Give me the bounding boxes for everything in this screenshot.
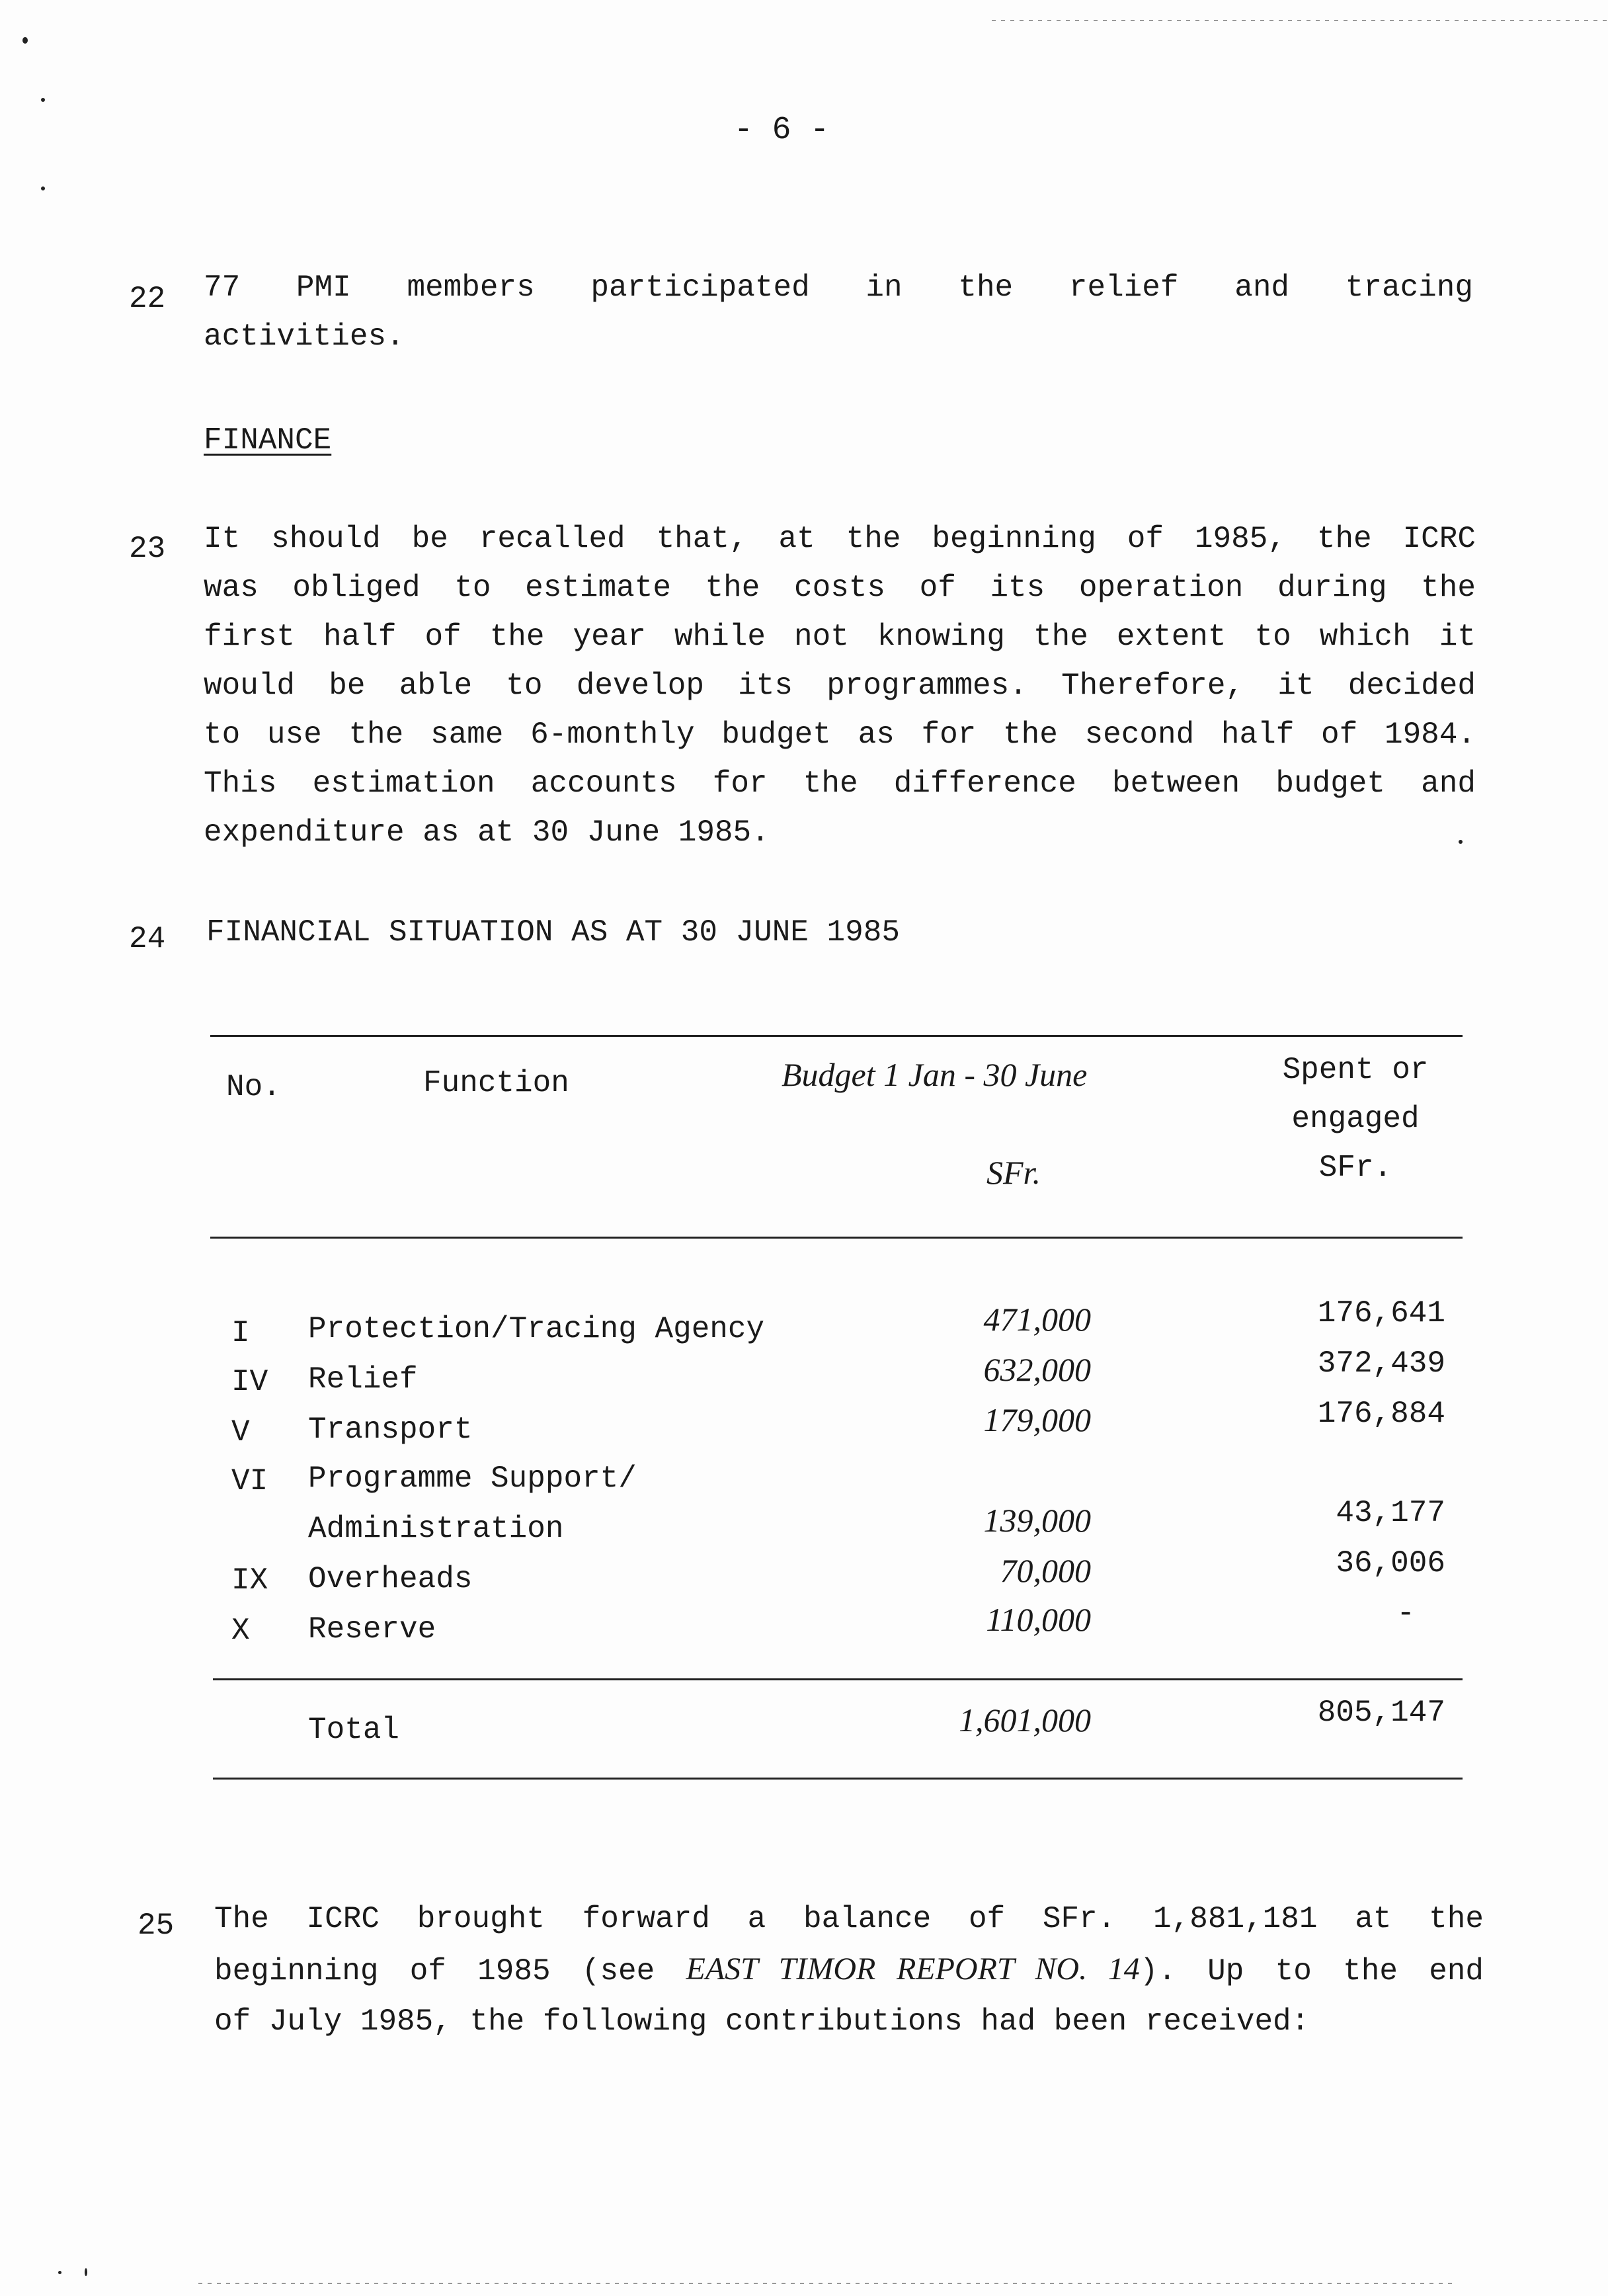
row-spent: 372,439 <box>1317 1346 1445 1381</box>
paragraph-23-line: This estimation accounts for the difference between budget and <box>204 766 1476 801</box>
row-spent: 43,177 <box>1336 1496 1445 1530</box>
report-reference: EAST TIMOR REPORT NO. 14 <box>686 1951 1140 1987</box>
header-function: Function <box>423 1066 569 1100</box>
row-no: IX <box>231 1563 268 1598</box>
header-budget: Budget 1 Jan - 30 June <box>782 1056 1088 1093</box>
row-budget: 179,000 <box>983 1401 1091 1438</box>
scan-edge-top <box>992 20 1607 21</box>
paragraph-23-line: It should be recalled that, at the beginning of 1985, the ICRC <box>204 522 1476 556</box>
paragraph-23-line: expenditure as at 30 June 1985. <box>204 815 770 850</box>
header-budget-currency: SFr. <box>986 1154 1041 1191</box>
header-no: No. <box>226 1070 281 1104</box>
paragraph-23-line: was obliged to estimate the costs of its operation during the <box>204 571 1476 605</box>
row-spent: 36,006 <box>1336 1546 1445 1580</box>
paragraph-25-line2-end: ). Up to the end <box>1139 1954 1484 1988</box>
row-no: X <box>231 1614 250 1648</box>
paragraph-25-line2-start: beginning of 1985 (see <box>214 1954 686 1988</box>
row-budget: 139,000 <box>983 1502 1091 1539</box>
row-function: Reserve <box>308 1612 436 1647</box>
paragraph-25 <box>214 1894 1484 2047</box>
row-spent: - <box>1396 1596 1415 1631</box>
row-function-continued: Administration <box>308 1512 564 1546</box>
row-function: Protection/Tracing Agency <box>308 1312 765 1346</box>
row-budget: 70,000 <box>1000 1552 1091 1589</box>
table-total-rule <box>213 1678 1463 1680</box>
row-no: V <box>231 1415 250 1450</box>
paragraph-23 <box>204 514 1476 857</box>
paragraph-23-line: first half of the year while not knowing the extent to which it <box>204 620 1476 654</box>
scan-speck <box>22 37 28 44</box>
paragraph-22 <box>204 263 1473 361</box>
row-no: I <box>231 1316 250 1350</box>
row-function: Overheads <box>308 1562 473 1596</box>
header-spent-currency: SFr. <box>1318 1151 1392 1185</box>
table-bottom-rule <box>213 1778 1463 1780</box>
row-function: Transport <box>308 1413 473 1447</box>
paragraph-number-22: 22 <box>129 282 166 316</box>
table-header-rule <box>210 1237 1463 1239</box>
header-engaged: engaged <box>1291 1102 1420 1136</box>
table-top-rule <box>210 1035 1463 1037</box>
page-number: - 6 - <box>734 112 830 148</box>
section-heading-finance: FINANCE <box>204 423 332 458</box>
row-function: Programme Support/ <box>308 1461 637 1496</box>
paragraph-25-line: of July 1985, the following contributions had been received: <box>214 2004 1310 2039</box>
scan-speck <box>85 2268 87 2276</box>
row-spent: 176,884 <box>1317 1397 1445 1431</box>
financial-situation-title: FINANCIAL SITUATION AS AT 30 JUNE 1985 <box>206 915 900 950</box>
header-spent: Spent or <box>1282 1053 1429 1087</box>
row-no: IV <box>231 1365 268 1399</box>
scan-speck <box>58 2271 61 2274</box>
paragraph-number-24: 24 <box>129 922 166 956</box>
paragraph-22-line: 77 PMI members participated in the relief and tracing <box>204 270 1473 305</box>
paragraph-25-line: The ICRC brought forward a balance of SFr. 1,881,181 at the <box>214 1902 1484 1936</box>
paragraph-22-line: activities. <box>204 319 405 354</box>
row-budget: 632,000 <box>983 1351 1091 1388</box>
scan-speck <box>41 98 45 102</box>
row-spent: 176,641 <box>1317 1296 1445 1331</box>
row-no: VI <box>231 1464 268 1498</box>
row-budget: 110,000 <box>986 1601 1091 1638</box>
paragraph-number-23: 23 <box>129 532 166 566</box>
paragraph-number-25: 25 <box>138 1908 175 1943</box>
total-label: Total <box>308 1713 400 1747</box>
row-function: Relief <box>308 1362 418 1397</box>
scan-edge-bottom <box>198 2283 1455 2284</box>
paragraph-25-line <box>214 1944 1484 1996</box>
row-budget: 471,000 <box>983 1301 1091 1338</box>
total-budget: 1,601,000 <box>959 1702 1091 1739</box>
paragraph-23-line: to use the same 6-monthly budget as for the second half of 1984. <box>204 718 1476 752</box>
paragraph-23-line: would be able to develop its programmes. Therefore, it decided <box>204 669 1476 703</box>
total-spent: 805,147 <box>1317 1696 1445 1730</box>
scan-speck <box>41 186 45 190</box>
